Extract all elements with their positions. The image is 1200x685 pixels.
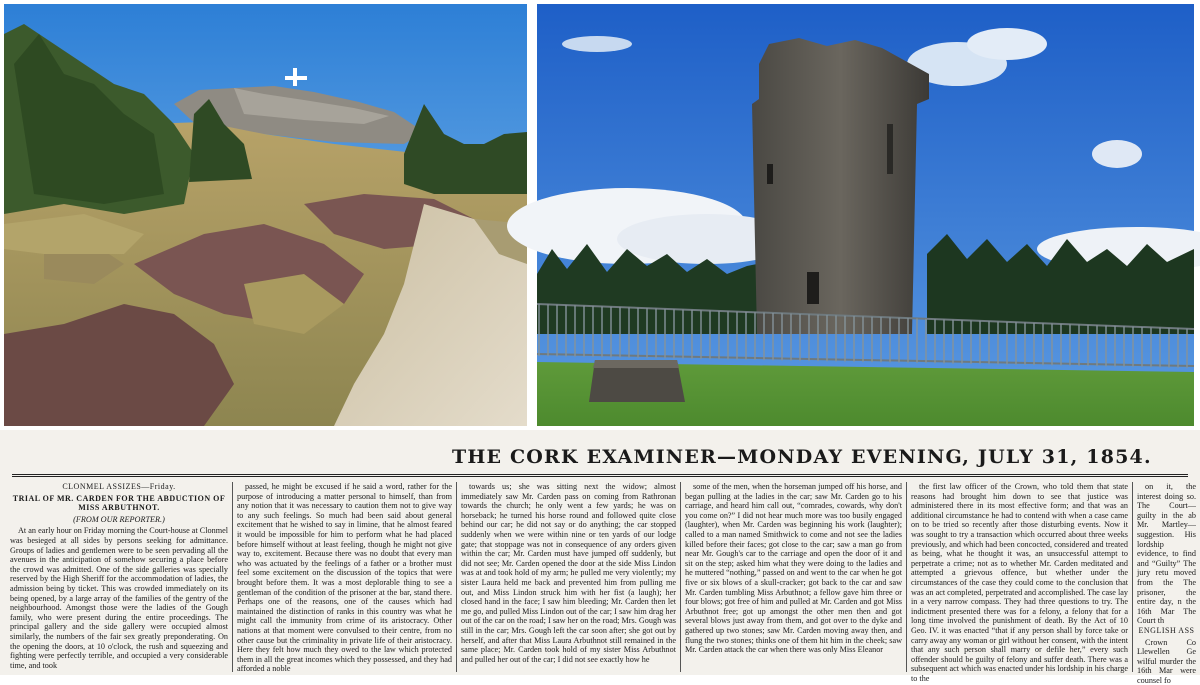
tower-scene [537, 4, 1194, 426]
column-heading: ENGLISH ASS [1137, 626, 1196, 636]
byline: (FROM OUR REPORTER.) [10, 515, 228, 525]
newspaper-column [6, 482, 232, 672]
column-text: At an early hour on Friday morning the Court-house at Clonmel was besieged at all sides by persons seeking for admittance. Groups of ladies and gentlemen were to be seen pervading all the avenues in the anticipation of somehow securing a place before the crowd was admitted. One of the side galleries was specially reserved by the High Sheriff for the accommodation of ladies, the admission being by ticket. This was crowded immediately on its being opened, by a large array of the families of the gentry of the neighbourhood. Amongst those were the ladies of the Gough family, who were present during the entire proceedings. The principal gallery and the side gallery were occupied almost similarly, the numbers of the fair sex greatly preponderating. On the opening the doors, at 10 o'clock, the rush and squeezing and fighting were perfectly terrible, and occupied a very considerable time, and took [10, 526, 228, 670]
masthead-rule [12, 474, 1188, 477]
newspaper-column [680, 482, 906, 672]
round-tower-photo [537, 4, 1194, 426]
masthead-title: THE CORK EXAMINER—MONDAY EVENING, JULY 31, 1854. [452, 446, 1152, 468]
newspaper-column [456, 482, 680, 672]
masthead [0, 438, 1200, 476]
hillside-scene [4, 4, 527, 426]
column-text: on it, the interest doing so. The Court—guilty in the ab Mr. Martley—suggestion. His lordship evidence, to find and “Guilty” The jury retu moved from the The prisoner, the entire day, n the 16th Mar The Court th [1137, 482, 1196, 626]
column-heading: CLONMEL ASSIZES—Friday. [10, 482, 228, 492]
hillside-cross-photo [4, 4, 527, 426]
column-text: passed, he might be excused if he said a word, rather for the purpose of introducing a matter personal to himself, than from any notion that it was necessary to caution them not to give way to any such feelings. So much had been said about general excitement that he wished to say in limine, that he almost feared it would be impossible for him to perform what he had placed before himself without at least feeling, though he might not give way to, excitement. Because there was no doubt that every man who was actuated by the feelings of a father or a brother must feel some excitement on the discussion of the topics that were brought before them. It was a most deplorable thing to see a gentleman of the condition of the prisoner at the bar, stand there. Perhaps one of the reasons, one of the causes which had maintained the distinction of ranks in this country was what he might call the immunity from crime of its aristocracy. Other nations at that moment were convulsed to their centre, from no other cause but the criminality in private life of their aristocracy. Here they felt how much they owed to the law which protected them in all the great incomes which they possessed, and they had afforded a noble [237, 482, 452, 674]
newspaper-column [1132, 482, 1200, 672]
column-text: some of the men, when the horseman jumped off his horse, and began pulling at the ladies in the car; saw Mr. Carden go to his carriage, and heard him call out, “comrades, cowards, why don't you come on?” I did not hear much more was too busily engaged (laughter), when Mr. Carden was beginning his work (laughter); called to a man named Smithwick to come and not see the ladies killed before their faces; got close to the car; saw a man go from near Mr. Gough's car to the carriage and open the door of it and sit on the step; asked him what they were doing to the ladies and he muttered “nothing,” passed on and went to the car when he got five or six blows of a skull-cracker; got back to the car and saw Mr. Carden tumbling Miss Arbuthnot; a fellow gave him three or four blows; got free of him and pulled at Mr. Carden and got Miss Arbuthnot free; got up amongst the other men then and got several blows just away from them, and got over to the dyke and gathered up two stones; saw Mr. Carden moving away then, and flung the two stones; thinks one of them hit him in the cheek; saw Mr. Carden attack the car when there was only Miss Eleanor [685, 482, 902, 655]
column-text: Crown Co Llewellen Ge wilful murder the 16th Mar were counsel fo [1137, 638, 1196, 685]
article-columns [6, 482, 1200, 672]
column-text: towards us; she was sitting next the widow; almost immediately saw Mr. Carden pass on coming from Rathronan towards the church; he only went a few yards; he was on horseback; he turned his horse round and followed quite close behind our car; he did not say or do anything; the car stopped suddenly when we were within nine or ten yards of our lodge gate; that stoppage was not in consequence of any orders given within the car; Mr. Carden must have jumped off suddenly, but did not see; Mr. Carden opened the door at the side Miss Lindon was at and took hold of my arm; he pulled me very violently; my sister Laura held me back and prevented him from pulling me out, and Miss Lindon struck him with her fist (a laugh); her closed hand in the face; I saw him bleeding; Mr. Carden then let me go, and pulled Miss Lindon out of the car; I saw him drag her out of the car on the road; I saw her on the road; Mrs. Gough was still in the car; Mrs. Gough left the car soon after; she got out by herself, and after that Miss Laura Arbuthnot still remained in the same place; Mr. Carden took hold of my sister Miss Arbuthnot and pulled her out of the car; I did not see exactly how he [461, 482, 676, 664]
newspaper-column [906, 482, 1132, 672]
newspaper-column [232, 482, 456, 672]
newspaper-clipping [0, 430, 1200, 675]
column-text: the first law officer of the Crown, who told them that state reasons had brought him down to see that justice was administered there in its most effective form; and that was an additional circumstance he had to contend with when a case came on to be tried so recently after those disturbing events. Now it was sought to try a transaction which occurred about three weeks previously, and which had been concocted, considered and treated as being, what he thought it was, an unsuccessful attempt to perpetrate a crime; not as to whether Mr. Carden meditated and attempted a grievous offence, but whether under the circumstances of the case they could come to the conclusion that was an act completed, perpetrated and accomplished. The case lay in a very narrow compass. They had three questions to try. The indictment presented there was for a felony, a felony that for a long time involved the punishment of death. By the Act of 10 Geo. IV. it was enacted “that if any person shall by force take or carry away any woman or girl without her consent, with the intent that any such person shall marry or defile her,” every such offender should be guilty of felony and suffer death. There was a subsequent act which was enacted under his lordship in his charge to the [911, 482, 1128, 683]
column-heading: TRIAL OF MR. CARDEN FOR THE ABDUCTION OF MISS ARBUTHNOT. [10, 494, 228, 513]
stone-tower [752, 38, 929, 334]
